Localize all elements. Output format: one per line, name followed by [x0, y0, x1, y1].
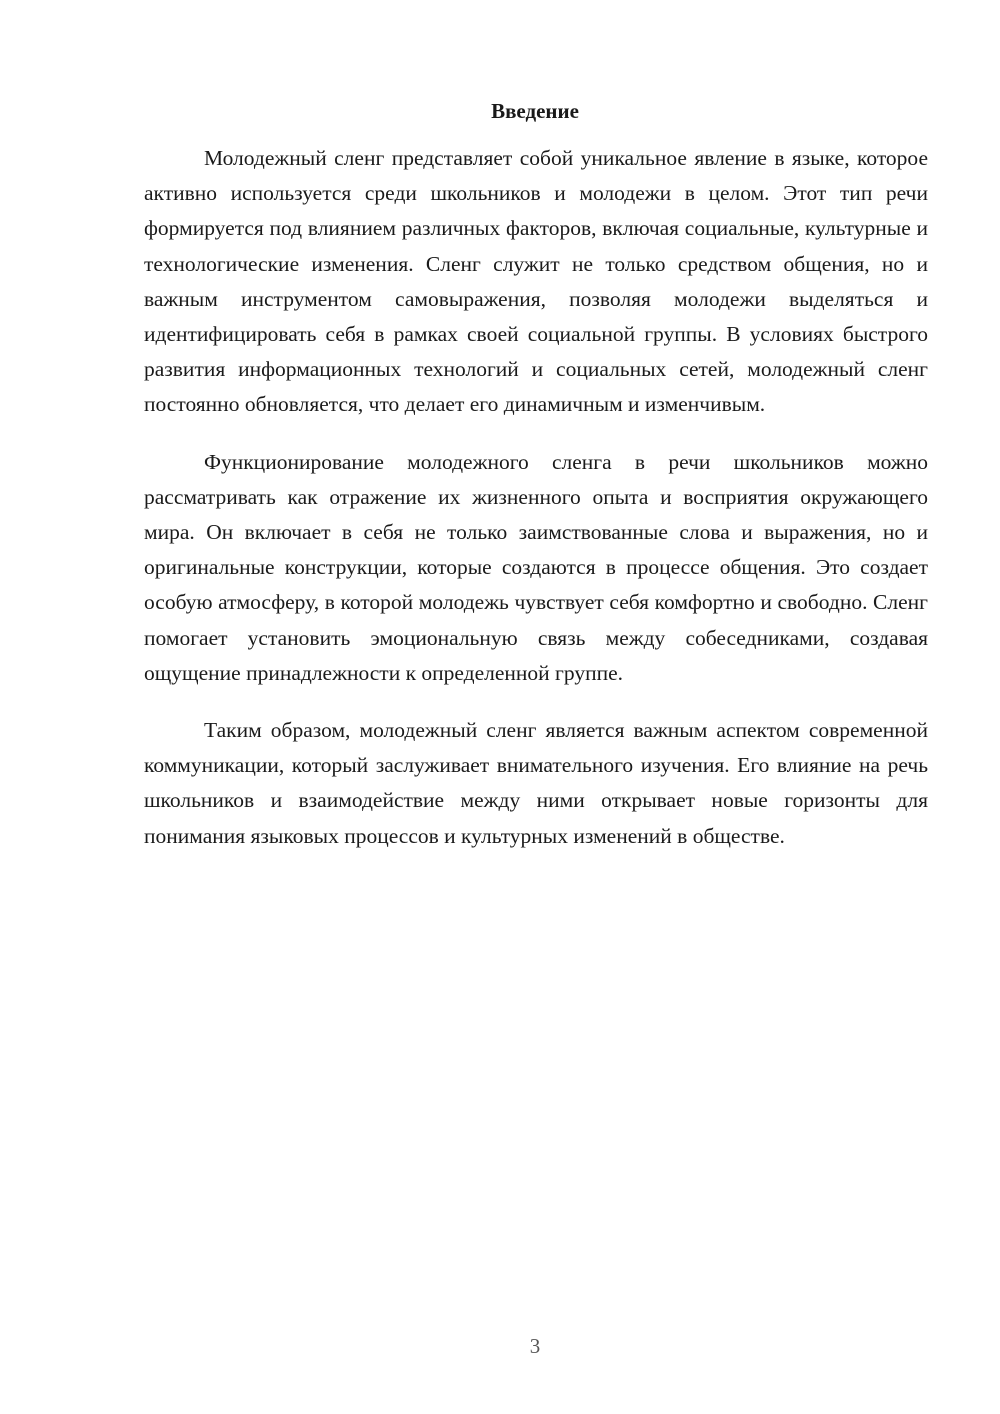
- page-number: 3: [529, 1334, 541, 1358]
- paragraph-1: Молодежный сленг представляет собой уникальное явление в языке, которое активно используется среди школьников и молодежи в целом. Этот тип речи формируется под влиянием различных факторов, включая социальные, культурные и технологические изменения. Сленг служит не только средством общения, но и важным инструментом самовыражения, позволяя молодежи выделяться и идентифицировать себя в рамках своей социальной группы. В условиях быстрого развития информационных технологий и социальных сетей, молодежный сленг постоянно обновляется, что делает его динамичным и изменчивым.: [144, 146, 928, 417]
- paragraph-2: Функционирование молодежного сленга в речи школьников можно рассматривать как отражение их жизненного опыта и восприятия окружающего мира. Он включает в себя не только заимствованные слова и выражения, но и оригинальные конструкции, которые создаются в процессе общения. Это создает особую атмосферу, в которой молодежь чувствует себя комфортно и свободно. Сленг помогает установить эмоциональную связь между собеседниками, создавая ощущение принадлежности к определенной группе.: [144, 449, 928, 685]
- section-heading: Введение: [491, 99, 579, 123]
- body-text: [144, 141, 928, 876]
- paragraph-3: Таким образом, молодежный сленг является важным аспектом современной коммуникации, который заслуживает внимательного изучения. Его влияние на речь школьников и взаимодействие между ними открывает новые горизонты для понимания языковых процессов и культурных изменений в обществе.: [144, 718, 928, 848]
